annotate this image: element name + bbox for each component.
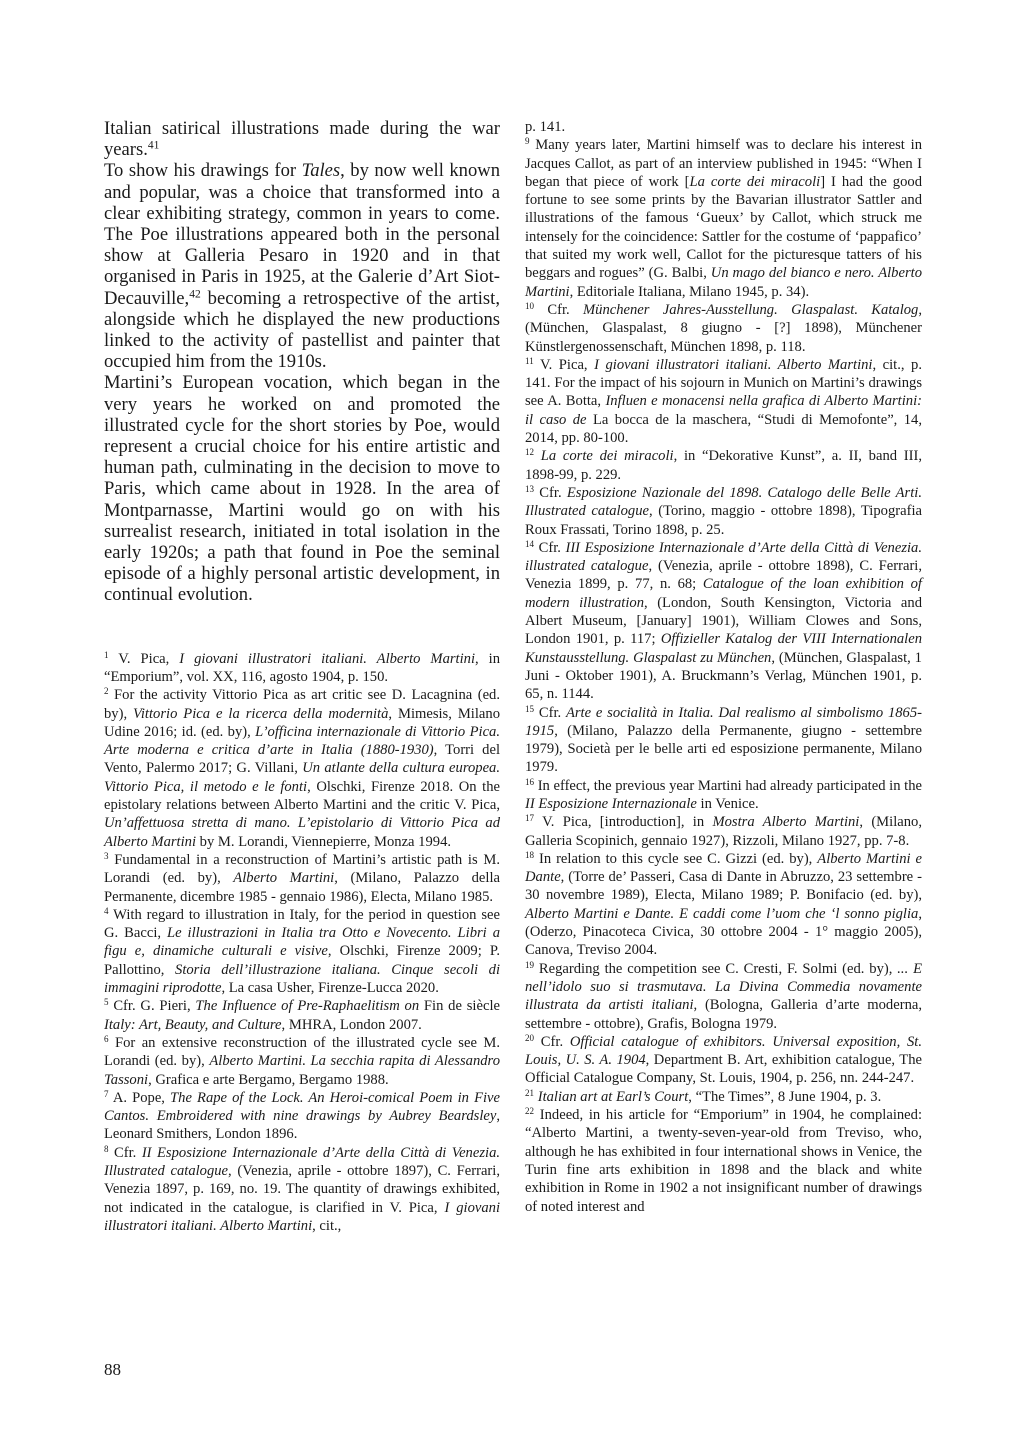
body-paragraph: Italian satirical illustrations made during the war years.$^{41}$ <box>104 118 500 161</box>
footnote: $^9$ Many years later, Martini himself was to declare his interest in Jacques Callot, as part of an interview published in 1945: “When I began that piece of work [La corte dei miracoli] I had the good fortune to see some prints by the Bavarian illustrator Sattler and illustrations of the famous ‘Gueux’ by Callot, which struck me intensely for the coincidence: Sattler for the costume of ‘pappafico’ that suited my work well, Callot for the picturesque tatters of his beggars and rogues” (G. Balbi, Un mago del bianco e nero. Alberto Martini, Editoriale Italiana, Milano 1945, p. 34). <box>525 136 922 300</box>
footnote: $^1$ V. Pica, I giovani illustratori italiani. Alberto Martini, in “Emporium”, vol. XX, 116, agosto 1904, p. 150. <box>104 649 500 685</box>
footnote: $^{12}$ La corte dei miracoli, in “Dekorative Kunst”, a. II, band III, 1898-99, p. 229. <box>525 447 922 483</box>
footnote: $^2$ For the activity Vittorio Pica as art critic see D. Lacagnina (ed. by), Vittorio Pica e la ricerca della modernità, Mimesis, Milano Udine 2016; id. (ed. by), L’officina internazionale di Vittorio Pica. Arte moderna e critica d’arte in Italia (1880-1930), Torri del Vento, Palermo 2017; G. Villani, Un atlante della cultura europea. Vittorio Pica, il metodo e le fonti, Olschki, Firenze 2018. On the epistolary relations between Alberto Martini and the critic V. Pica, Un’affettuosa stretta di mano. L’epistolario di Vittorio Pica ad Alberto Martini by M. Lorandi, Viennepierre, Monza 1994. <box>104 686 500 850</box>
footnote: $^5$ Cfr. G. Pieri, The Influence of Pre-Raphaelitism on Fin de siècle Italy: Art, Beauty, and Culture, MHRA, London 2007. <box>104 997 500 1033</box>
footnote: $^{11}$ V. Pica, I giovani illustratori italiani. Alberto Martini, cit., p. 141. For the impact of his sojourn in Munich on Martini’s drawings see A. Botta, Influen e monacensi nella grafica di Alberto Martini: il caso de La bocca de la maschera, “Studi di Memofonte”, 14, 2014, pp. 80-100. <box>525 355 922 447</box>
footnote: $^6$ For an extensive reconstruction of the illustrated cycle see M. Lorandi (ed. by), Alberto Martini. La secchia rapita di Alessandro Tassoni, Grafica e arte Bergamo, Bergamo 1988. <box>104 1033 500 1088</box>
body-paragraph: Martini’s European vocation, which began in the very years he worked on and promoted the illustrated cycle for the short stories by Poe, would represent a crucial choice for his entire artistic and human path, culminating in the decision to move to Paris, which came about in 1928. In the area of Montparnasse, Martini would go on with his surrealist research, initiated in total isolation in the early 1920s; a path that found in Poe the seminal episode of a highly personal artistic development, in continual evolution. <box>104 372 500 606</box>
footnote: $^7$ A. Pope, The Rape of the Lock. An Heroi-comical Poem in Five Cantos. Embroidered with nine drawings by Aubrey Beardsley, Leonard Smithers, London 1896. <box>104 1088 500 1143</box>
footnotes-left <box>104 650 500 1236</box>
footnote: $^{19}$ Regarding the competition see C. Cresti, F. Solmi (ed. by), ... E nell’idolo suo si trasmutava. La Divina Commedia novamente illustrata da artisti italiani, (Bologna, Galleria d’arte moderna, settembre - ottobre), Grafis, Bologna 1979. <box>525 959 923 1032</box>
body-text <box>104 118 500 606</box>
right-column <box>525 118 922 1216</box>
footnote: $^3$ Fundamental in a reconstruction of Martini’s artistic path is M. Lorandi (ed. by), Alberto Martini, (Milano, Palazzo della Permanente, dicembre 1985 - gennaio 1986), Electa, Milano 1985. <box>104 850 500 905</box>
footnote: $^{21}$ Italian art at Earl’s Court, “The Times”, 8 June 1904, p. 3. <box>525 1087 882 1105</box>
footnote: $^{20}$ Cfr. Official catalogue of exhibitors. Universal exposition, St. Louis, U. S. A. 1904, Department B. Art, exhibition catalogue, The Official Catalogue Company, St. Louis, 1904, p. 256, nn. 244-247. <box>525 1032 923 1087</box>
body-paragraph: To show his drawings for Tales, by now well known and popular, was a choice that transformed into a clear exhibiting strategy, common in years to come. The Poe illustrations appeared both in the personal show at Galleria Pesaro in 1920 and in that organised in Paris in 1925, at the Galerie d’Art Siot-Decauville,$^{42}$ becoming a retrospective of the artist, alongside which he displayed the new productions linked to the activity of pastellist and painter that occupied him from the 1910s. <box>104 160 500 373</box>
footnote: $^4$ With regard to illustration in Italy, for the period in question see G. Bacci, Le illustrazioni in Italia tra Otto e Novecento. Libri a figu e, dinamiche culturali e visive, Olschki, Firenze 2009; P. Pallottino, Storia dell’illustrazione italiana. Cinque secoli di immagini riprodotte, La casa Usher, Firenze-Lucca 2020. <box>104 905 500 997</box>
left-column <box>104 118 500 1235</box>
footnote: $^{22}$ Indeed, in his article for “Emporium” in 1904, he complained: “Alberto Martini, a twenty-seven-year-old from Treviso, who, although he has exhibited in four international shows in Venice, the Turin fine arts exhibition in 1898 and the black and white exhibition in Rome in 1902 a not insignificant number of drawings of noted interest and <box>525 1106 922 1215</box>
page-number: 88 <box>104 1360 121 1379</box>
footnote: $^{14}$ Cfr. III Esposizione Internazionale d’Arte della Città di Venezia. illustrated catalogue, (Venezia, aprile - ottobre 1898), C. Ferrari, Venezia 1899, p. 77, n. 68; Catalogue of the loan exhibition of modern illustration, (London, South Kensington, Victoria and Albert Museum, [January] 1901), William Clowes and Sons, London 1901, p. 117; Offizieller Katalog der VIII Internationalen Kunstausstellung. Glaspalast zu München, (München, Glaspalast, 1 Juni - Oktober 1901), A. Bruckmann’s Verlag, München 1901, p. 65, n. 1144. <box>525 538 923 703</box>
footnote: p. 141. <box>525 119 566 135</box>
footnote: $^{16}$ In effect, the previous year Martini had already participated in the II Esposizione Internazionale in Venice. <box>525 776 922 812</box>
footnotes-right <box>525 118 922 1216</box>
footnote: $^8$ Cfr. II Esposizione Internazionale d’Arte della Città di Venezia. Illustrated catalogue, (Venezia, aprile - ottobre 1897), C. Ferrari, Venezia 1897, p. 169, no. 19. The quantity of drawings exhibited, not indicated in the catalogue, is clarified in V. Pica, I giovani illustratori italiani. Alberto Martini, cit., <box>104 1143 501 1234</box>
footnote: $^{15}$ Cfr. Arte e socialità in Italia. Dal realismo al simbolismo 1865-1915, (Milano, Palazzo della Permanente, giugno - settembre 1979), Società per le belle arti ed esposizione permanente, Milano 1979. <box>525 703 922 776</box>
footnote: $^{17}$ V. Pica, [introduction], in Mostra Alberto Martini, (Milano, Galleria Scopinich, gennaio 1927), Rizzoli, Milano 1927, pp. 7-8. <box>525 813 922 849</box>
footnote: $^{13}$ Cfr. Esposizione Nazionale del 1898. Catalogo delle Belle Arti. Illustrated catalogue, (Torino, maggio - ottobre 1898), Tipografia Roux Frassati, Torino 1898, p. 25. <box>525 483 922 538</box>
footnote: $^{18}$ In relation to this cycle see C. Gizzi (ed. by), Alberto Martini e Dante, (Torre de’ Passeri, Casa di Dante in Abruzzo, 23 settembre - 30 novembre 1989), Electa, Milano 1989; P. Bonifacio (ed. by), Alberto Martini e Dante. E caddi come l’uom che ‘l sonno piglia, (Oderzo, Pinacoteca Civica, 30 ottobre 2004 - 1° maggio 2005), Canova, Treviso 2004. <box>525 849 922 959</box>
footnote: $^{10}$ Cfr. Münchener Jahres-Ausstellung. Glaspalast. Katalog, (München, Glaspalast, 8 giugno - [?] 1898), Münchener Künstlergenossenschaft, München 1898, p. 118. <box>525 301 922 355</box>
